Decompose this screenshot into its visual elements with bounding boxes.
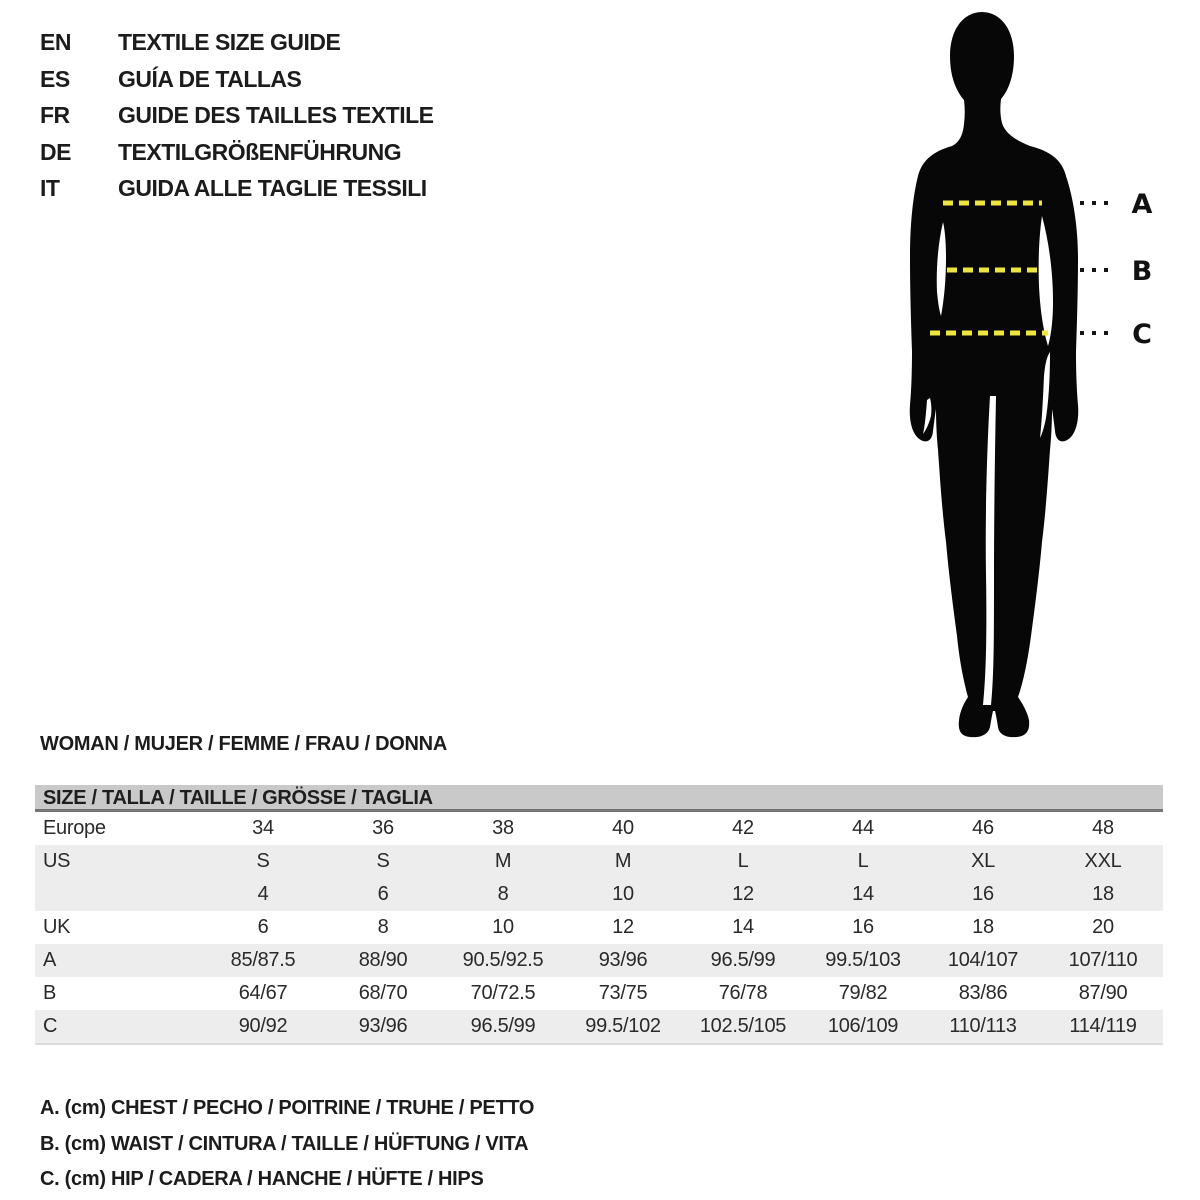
row-cell: 4 <box>257 883 269 905</box>
row-cell: XL <box>971 850 995 872</box>
row-cell: 38 <box>492 817 514 839</box>
size-table-header: SIZE / TALLA / TAILLE / GRÖSSE / TAGLIA <box>35 785 1163 812</box>
row-label: UK <box>43 916 71 938</box>
language-row <box>40 97 434 134</box>
row-cell: 102.5/105 <box>699 1015 787 1037</box>
row-cell: 85/87.5 <box>230 949 296 971</box>
row-cell: 90/92 <box>238 1015 288 1037</box>
woman-silhouette-svg <box>890 0 1200 745</box>
row-cell: 16 <box>852 916 874 938</box>
row-label: C <box>43 1015 58 1037</box>
row-cell: 93/96 <box>358 1015 408 1037</box>
language-code: ES <box>40 65 70 92</box>
row-cell: 46 <box>972 817 994 839</box>
row-cell: 114/119 <box>1069 1015 1137 1037</box>
measure-marker-label-c: C <box>1132 319 1152 350</box>
measure-marker-label-a: A <box>1131 189 1153 220</box>
row-cell: 96.5/99 <box>470 1015 536 1037</box>
row-cell: 99.5/102 <box>585 1015 661 1037</box>
row-cell: 6 <box>257 916 269 938</box>
row-cell: M <box>614 850 632 872</box>
row-cell: 6 <box>377 883 389 905</box>
row-cell: M <box>494 850 512 872</box>
woman-silhouette-figure <box>890 0 1200 745</box>
language-row <box>40 24 434 61</box>
row-cell: 83/86 <box>958 982 1008 1004</box>
row-cell: 10 <box>612 883 634 905</box>
language-code: IT <box>40 175 60 201</box>
row-cell: 40 <box>612 817 634 839</box>
row-cell: 20 <box>1092 916 1114 938</box>
row-cell: 10 <box>492 916 514 938</box>
row-cell: S <box>376 850 390 872</box>
language-code: DE <box>40 138 71 165</box>
table-row <box>35 911 1163 944</box>
size-table-body <box>35 812 1163 1045</box>
row-cell: 48 <box>1092 817 1114 839</box>
table-row <box>35 944 1163 977</box>
legend-line: C. (cm) HIP / CADERA / HANCHE / HÜFTE / HIPS <box>40 1168 484 1190</box>
table-row <box>35 1010 1163 1045</box>
row-cell: 96.5/99 <box>710 949 776 971</box>
language-code: EN <box>40 29 71 55</box>
table-row <box>35 878 1163 911</box>
row-cell: 42 <box>732 817 754 839</box>
woman-body-silhouette <box>910 12 1078 737</box>
row-cell: 18 <box>1092 883 1114 905</box>
language-title: GUÍA DE TALLAS <box>118 65 302 92</box>
row-cell: 90.5/92.5 <box>462 949 544 971</box>
row-cell: 76/78 <box>718 982 768 1004</box>
row-cell: 104/107 <box>947 949 1019 971</box>
table-row <box>35 845 1163 878</box>
measure-marker-label-b: B <box>1131 256 1153 287</box>
row-cell: 73/75 <box>598 982 648 1004</box>
size-table <box>35 785 1163 1045</box>
row-cell: S <box>256 850 270 872</box>
language-title: TEXTILE SIZE GUIDE <box>118 29 341 55</box>
section-title: WOMAN / MUJER / FEMME / FRAU / DONNA <box>40 733 447 755</box>
row-cell: 36 <box>372 817 394 839</box>
row-label: A <box>43 949 57 971</box>
row-cell: 106/109 <box>827 1015 899 1037</box>
row-cell: XXL <box>1084 850 1122 872</box>
language-row <box>40 61 434 98</box>
row-cell: 14 <box>732 916 754 938</box>
table-row <box>35 977 1163 1010</box>
legend-line: A. (cm) CHEST / PECHO / POITRINE / TRUHE / PETTO <box>40 1097 535 1119</box>
language-title: GUIDE DES TAILLES TEXTILE <box>118 102 434 128</box>
language-row <box>40 170 434 207</box>
row-cell: 88/90 <box>358 949 408 971</box>
row-cell: 12 <box>732 883 754 905</box>
language-row <box>40 134 434 171</box>
language-title: TEXTILGRÖßENFÜHRUNG <box>118 138 402 165</box>
measurement-legend <box>40 1091 534 1198</box>
language-code: FR <box>40 102 70 128</box>
row-cell: 18 <box>972 916 994 938</box>
row-cell: 68/70 <box>358 982 408 1004</box>
row-cell: 34 <box>252 817 274 839</box>
language-title-list <box>40 24 434 207</box>
table-row <box>35 812 1163 845</box>
row-cell: L <box>737 850 749 872</box>
row-cell: 44 <box>852 817 874 839</box>
row-label: Europe <box>43 817 106 839</box>
row-cell: 12 <box>612 916 634 938</box>
row-cell: 8 <box>497 883 509 905</box>
row-cell: 99.5/103 <box>825 949 901 971</box>
language-title: GUIDA ALLE TAGLIE TESSILI <box>118 175 427 201</box>
row-cell: 79/82 <box>838 982 888 1004</box>
row-cell: 16 <box>972 883 994 905</box>
row-cell: 110/113 <box>949 1015 1017 1037</box>
row-cell: 87/90 <box>1078 982 1128 1004</box>
row-cell: 14 <box>852 883 874 905</box>
row-cell: 107/110 <box>1068 949 1138 971</box>
row-cell: L <box>857 850 869 872</box>
row-label: US <box>43 850 71 872</box>
row-cell: 70/72.5 <box>470 982 536 1004</box>
legend-line: B. (cm) WAIST / CINTURA / TAILLE / HÜFTUNG / VITA <box>40 1132 529 1155</box>
row-cell: 64/67 <box>238 982 288 1004</box>
row-label: B <box>43 982 57 1004</box>
row-cell: 93/96 <box>598 949 648 971</box>
row-cell: 8 <box>377 916 389 938</box>
